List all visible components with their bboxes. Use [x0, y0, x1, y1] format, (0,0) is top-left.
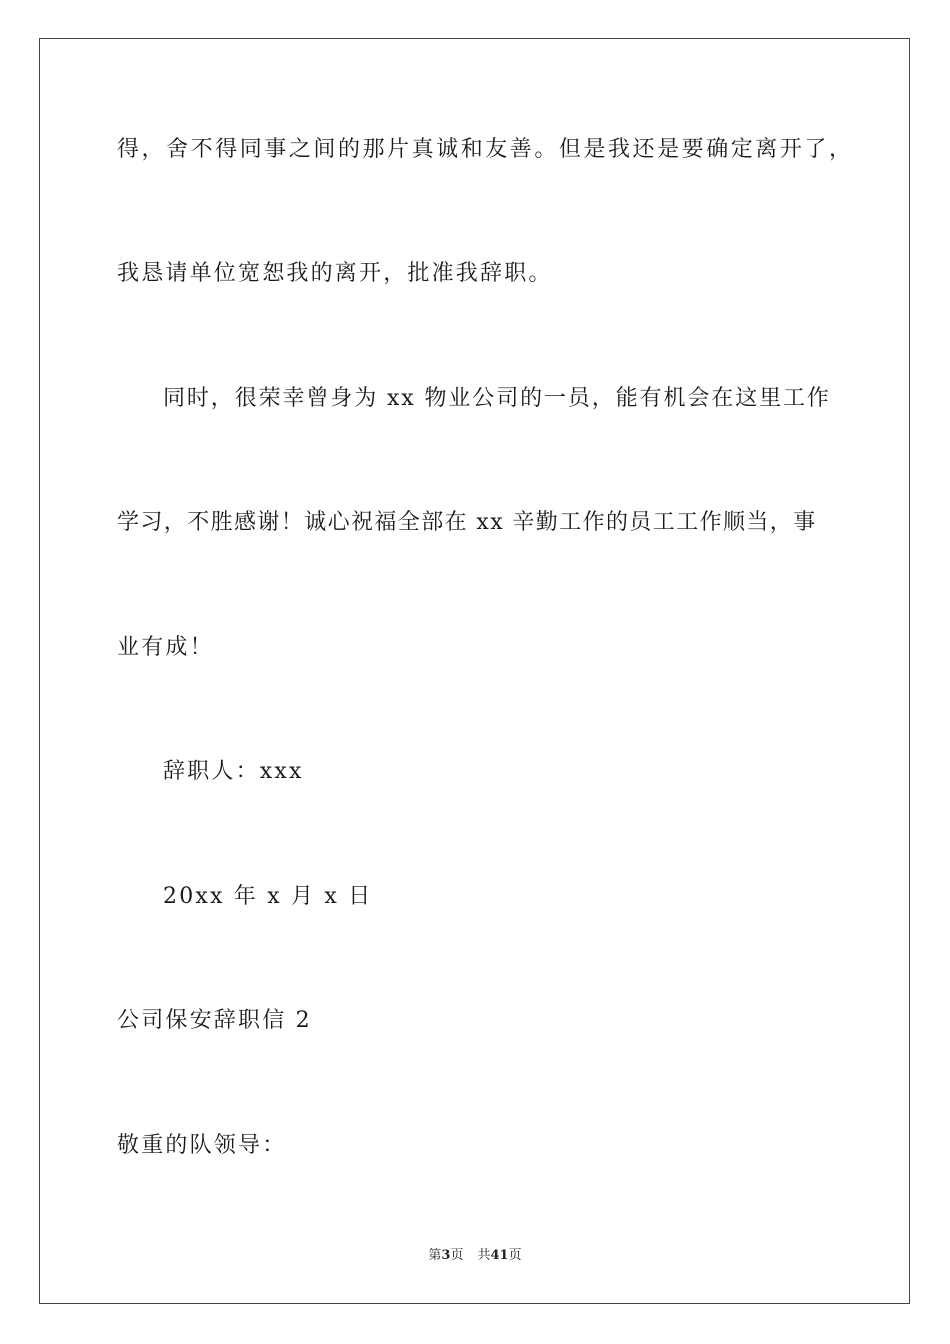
salutation-line: 敬重的队领导：: [117, 1133, 287, 1158]
page-number: 3: [441, 1248, 451, 1263]
page-prefix: 第: [428, 1248, 442, 1263]
body-line-2: 我恳请单位宽恕我的离开，批准我辞职。: [117, 261, 553, 286]
total-prefix: 共: [477, 1248, 491, 1263]
page-suffix: 页: [450, 1248, 464, 1263]
body-line-4: 学习，不胜感谢！诚心祝福全部在 xx 辛勤工作的员工工作顺当，事: [117, 510, 817, 535]
body-line-3: 同时，很荣幸曾身为 xx 物业公司的一员，能有机会在这里工作: [163, 386, 831, 411]
page-footer: [0, 1247, 950, 1265]
total-suffix: 页: [508, 1248, 522, 1263]
body-line-1: 得，舍不得同事之间的那片真诚和友善。但是我还是要确定离开了，: [117, 137, 854, 162]
section-title: 公司保安辞职信 2: [117, 1008, 312, 1033]
page-frame: [39, 38, 910, 1304]
date-line: 20xx 年 x 月 x 日: [163, 884, 373, 909]
body-line-5: 业有成！: [117, 635, 214, 660]
signature-line: 辞职人：xxx: [163, 759, 304, 784]
total-pages: 41: [490, 1248, 509, 1263]
